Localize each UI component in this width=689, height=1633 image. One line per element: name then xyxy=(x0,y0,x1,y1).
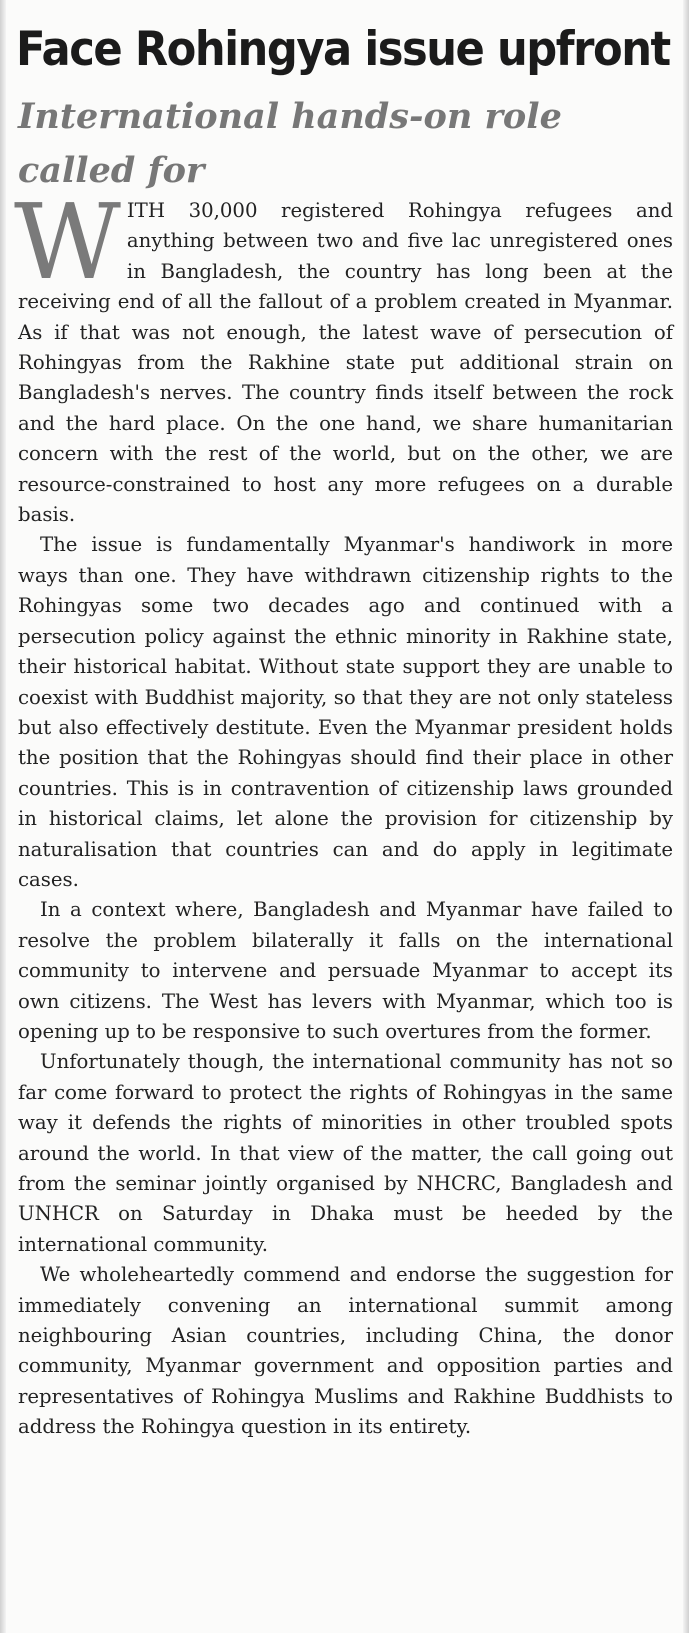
paragraph-4: Unfortunately though, the international community has not so far come forward to protect the rights of Rohingyas in the same way it defends the rights of minorities in other troubled spots around the world. In that view of the matter, the call going out from the seminar jointly organised by NHCRC, Bangladesh and UNHCR on Saturday in Dhaka must be heeded by the international community. xyxy=(18,1050,673,1256)
paragraph-1-text: ITH 30,000 registered Rohingya refugees and anything between two and five lac unregistered ones in Bangladesh, the country has long been at the receiving end of all the fallout of a problem created in Myanmar. As if that was not enough, the latest wave of persecution of Rohingyas from the Rakhine state put additional strain on Bangladesh's nerves. The country finds itself between the rock and the hard place. On the one hand, we share humanitarian concern with the rest of the world, but on the other, we are resource-constrained to host any more refugees on a durable basis. xyxy=(18,199,673,527)
article-body xyxy=(14,181,673,1443)
headline: Face Rohingya issue upfront xyxy=(16,22,670,77)
clipping-right-edge xyxy=(683,0,689,1633)
paragraph-2: The issue is fundamentally Myanmar's handiwork in more ways than one. They have withdrawn citizenship rights to the Rohingyas some two decades ago and continued with a persecution policy against the ethnic minority in Rakhine state, their historical habitat. Without state support they are unable to coexist with Buddhist majority, so that they are not only stateless but also effectively destitute. Even the Myanmar president holds the position that the Rohingyas should find their place in other countries. This is in contravention of citizenship laws grounded in historical claims, let alone the provision for citizenship by naturalisation that countries can and do apply in legitimate cases. xyxy=(18,533,673,891)
drop-cap: W xyxy=(14,181,117,303)
paragraph-1 xyxy=(14,181,673,530)
clipping-left-edge xyxy=(0,0,6,1633)
paragraph-5: We wholeheartedly commend and endorse the suggestion for immediately convening an international summit among neighbouring Asian countries, including China, the donor community, Myanmar government and opposition parties and representatives of Rohingya Muslims and Rakhine Buddhists to address the Rohingya question in its entirety. xyxy=(18,1263,673,1439)
paragraph-3: In a context where, Bangladesh and Myanmar have failed to resolve the problem bilaterally it falls on the international community to intervene and persuade Myanmar to accept its own citizens. The West has levers with Myanmar, which too is opening up to be responsive to such overtures from the former. xyxy=(18,898,673,1043)
subheadline: International hands-on role called for xyxy=(18,96,562,191)
